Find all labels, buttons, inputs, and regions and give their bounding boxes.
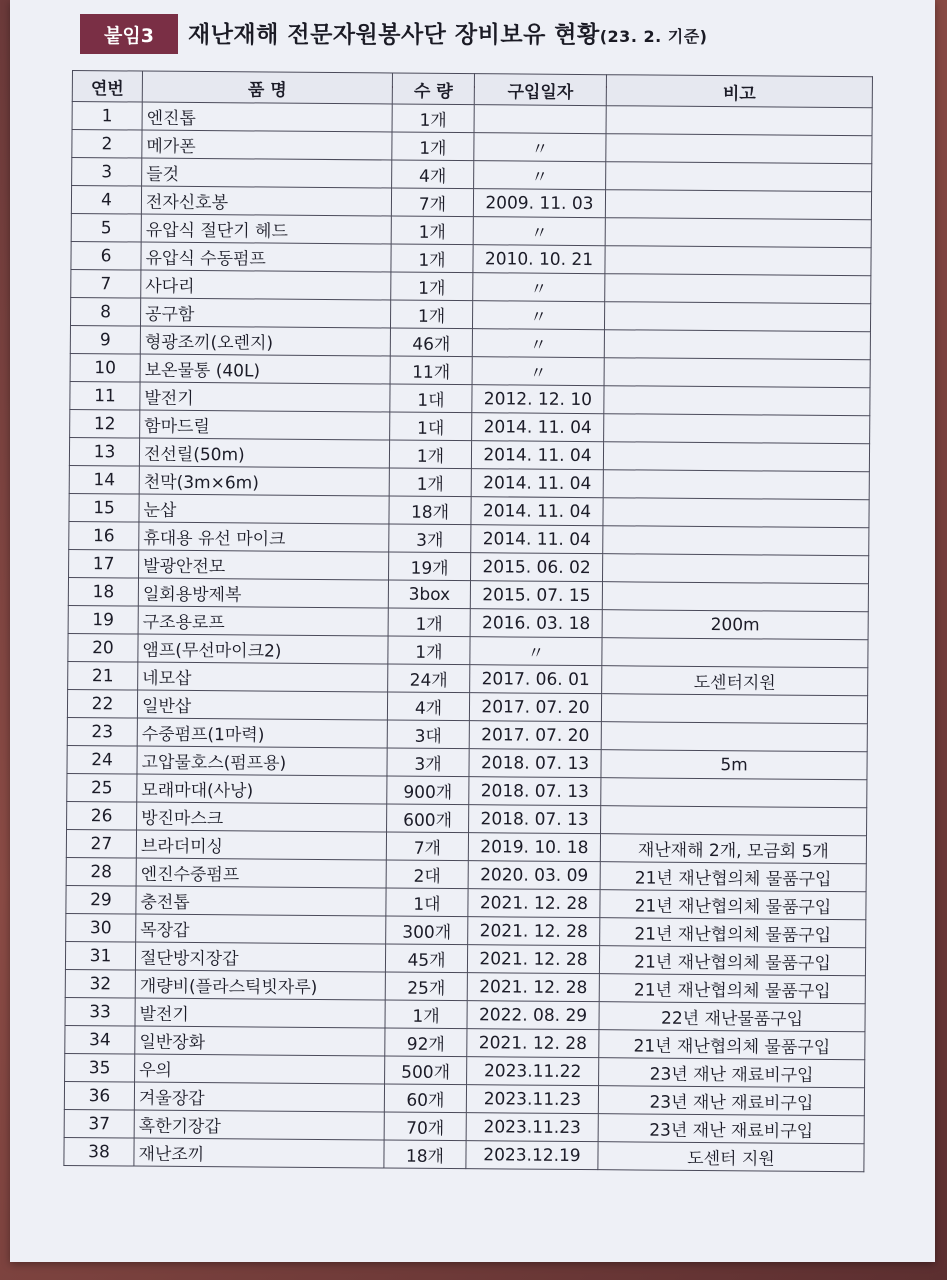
cell-qty: 7개 — [386, 832, 468, 861]
header-date: 구입일자 — [474, 74, 606, 106]
cell-note — [604, 330, 870, 360]
cell-date: 2017. 06. 01 — [470, 665, 602, 694]
cell-name: 엔진수중펌프 — [136, 858, 386, 888]
cell-no: 24 — [67, 745, 137, 774]
cell-no: 19 — [68, 605, 138, 634]
cell-date: 2014. 11. 04 — [472, 413, 604, 442]
cell-no: 29 — [66, 885, 136, 914]
cell-note: 21년 재난협의체 물품구입 — [599, 1030, 865, 1060]
cell-qty: 500개 — [385, 1056, 467, 1085]
cell-date: 2017. 07. 20 — [469, 721, 601, 750]
cell-date: 〃 — [472, 301, 604, 330]
cell-no: 6 — [71, 241, 141, 270]
cell-no: 38 — [64, 1137, 134, 1166]
cell-date: 2021. 12. 28 — [468, 889, 600, 918]
cell-no: 7 — [71, 269, 141, 298]
cell-no: 15 — [69, 493, 139, 522]
cell-date: 2016. 03. 18 — [470, 609, 602, 638]
cell-note — [604, 414, 870, 444]
cell-note — [606, 106, 872, 136]
equipment-table — [63, 70, 873, 1172]
cell-no: 17 — [69, 549, 139, 578]
cell-note — [605, 218, 871, 248]
cell-name: 일반장화 — [135, 1026, 385, 1056]
cell-date: 〃 — [473, 217, 605, 246]
cell-qty: 70개 — [384, 1112, 466, 1141]
cell-qty: 24개 — [388, 664, 470, 693]
cell-qty: 25개 — [385, 972, 467, 1001]
cell-date: 2010. 10. 21 — [473, 245, 605, 274]
cell-name: 보온물통 (40L) — [140, 354, 390, 384]
cell-no: 27 — [66, 829, 136, 858]
cell-date: 2018. 07. 13 — [469, 749, 601, 778]
cell-date: 2019. 10. 18 — [468, 833, 600, 862]
cell-note — [604, 358, 870, 388]
cell-name: 고압물호스(펌프용) — [137, 746, 387, 776]
cell-no: 36 — [64, 1081, 134, 1110]
cell-note — [601, 722, 867, 752]
cell-note: 5m — [601, 750, 867, 780]
cell-no: 32 — [65, 969, 135, 998]
header-qty: 수 량 — [392, 73, 474, 105]
cell-no: 4 — [71, 186, 141, 215]
cell-name: 천막(3m×6m) — [139, 466, 389, 496]
cell-name: 휴대용 유선 마이크 — [139, 522, 389, 552]
cell-date: 〃 — [470, 637, 602, 666]
cell-note — [606, 162, 872, 192]
cell-qty: 1개 — [388, 608, 470, 637]
cell-name: 혹한기장갑 — [134, 1110, 384, 1140]
cell-name: 전자신호봉 — [141, 186, 391, 216]
cell-date: 〃 — [473, 273, 605, 302]
cell-qty: 11개 — [390, 356, 472, 385]
cell-name: 눈삽 — [139, 494, 389, 524]
cell-name: 일회용방제복 — [138, 578, 388, 608]
cell-name: 개량비(플라스틱빗자루) — [135, 970, 385, 1000]
cell-date: 2012. 12. 10 — [472, 385, 604, 414]
cell-qty: 4개 — [387, 692, 469, 721]
cell-date: 2009. 11. 03 — [473, 189, 605, 218]
cell-note — [603, 498, 869, 528]
cell-qty: 1개 — [391, 272, 473, 301]
cell-no: 16 — [69, 521, 139, 550]
cell-no: 11 — [70, 381, 140, 410]
cell-no: 1 — [72, 102, 142, 131]
cell-name: 발전기 — [140, 382, 390, 412]
cell-note — [601, 806, 867, 836]
cell-date: 2023.12.19 — [466, 1141, 598, 1170]
cell-name: 재난조끼 — [134, 1138, 384, 1168]
cell-qty: 1대 — [390, 384, 472, 413]
cell-qty: 1대 — [390, 412, 472, 441]
cell-date — [474, 105, 606, 134]
cell-date: 2015. 06. 02 — [471, 553, 603, 582]
header-name: 품 명 — [142, 71, 392, 104]
cell-date: 〃 — [474, 133, 606, 162]
cell-note: 도센터지원 — [602, 666, 868, 696]
attachment-badge: 붙임3 — [80, 14, 178, 54]
cell-no: 25 — [67, 773, 137, 802]
cell-qty: 4개 — [392, 160, 474, 189]
cell-date: 2014. 11. 04 — [471, 441, 603, 470]
cell-no: 8 — [70, 297, 140, 326]
cell-qty: 1대 — [386, 888, 468, 917]
cell-name: 구조용로프 — [138, 606, 388, 636]
cell-note — [605, 246, 871, 276]
cell-name: 엔진톱 — [142, 102, 392, 132]
cell-note: 21년 재난협의체 물품구입 — [600, 862, 866, 892]
cell-qty: 1개 — [390, 300, 472, 329]
cell-no: 30 — [66, 913, 136, 942]
cell-no: 21 — [68, 661, 138, 690]
cell-qty: 18개 — [389, 496, 471, 525]
cell-qty: 1개 — [389, 440, 471, 469]
cell-date: 2023.11.23 — [466, 1085, 598, 1114]
cell-name: 수중펌프(1마력) — [137, 718, 387, 748]
cell-date: 2020. 03. 09 — [468, 861, 600, 890]
cell-no: 13 — [69, 437, 139, 466]
document-sheet — [10, 0, 935, 1262]
cell-name: 전선릴(50m) — [139, 438, 389, 468]
cell-qty: 900개 — [387, 776, 469, 805]
title-date-note: (23. 2. 기준) — [599, 27, 708, 46]
cell-note: 재난재해 2개, 모금회 5개 — [600, 834, 866, 864]
cell-qty: 1개 — [385, 1000, 467, 1029]
cell-note — [604, 386, 870, 416]
cell-qty: 1개 — [388, 636, 470, 665]
cell-note — [605, 274, 871, 304]
cell-note: 21년 재난협의체 물품구입 — [599, 974, 865, 1004]
cell-qty: 1개 — [392, 104, 474, 133]
cell-date: 2014. 11. 04 — [471, 497, 603, 526]
cell-name: 충전톱 — [136, 886, 386, 916]
cell-note — [602, 638, 868, 668]
cell-date: 2021. 12. 28 — [467, 973, 599, 1002]
cell-name: 메가폰 — [142, 130, 392, 160]
cell-qty: 3개 — [389, 524, 471, 553]
cell-date: 2018. 07. 13 — [469, 777, 601, 806]
cell-name: 유압식 수동펌프 — [141, 242, 391, 272]
cell-note: 22년 재난물품구입 — [599, 1002, 865, 1032]
cell-date: 2022. 08. 29 — [467, 1001, 599, 1030]
cell-qty: 92개 — [385, 1028, 467, 1057]
cell-note — [606, 134, 872, 164]
cell-qty: 3개 — [387, 748, 469, 777]
cell-no: 31 — [65, 941, 135, 970]
cell-name: 우의 — [135, 1054, 385, 1084]
cell-qty: 7개 — [391, 188, 473, 217]
cell-qty: 18개 — [384, 1140, 466, 1169]
cell-qty: 2대 — [386, 860, 468, 889]
cell-note — [603, 526, 869, 556]
cell-note — [603, 470, 869, 500]
cell-name: 발광안전모 — [139, 550, 389, 580]
cell-date: 2017. 07. 20 — [469, 693, 601, 722]
cell-no: 5 — [71, 213, 141, 242]
table-body — [64, 102, 872, 1172]
cell-name: 들것 — [142, 158, 392, 188]
cell-note — [603, 442, 869, 472]
cell-name: 네모삽 — [138, 662, 388, 692]
cell-no: 20 — [68, 633, 138, 662]
cell-note — [602, 554, 868, 584]
cell-no: 10 — [70, 353, 140, 382]
cell-note: 도센터 지원 — [598, 1142, 864, 1172]
cell-name: 방진마스크 — [137, 802, 387, 832]
cell-date: 〃 — [472, 329, 604, 358]
cell-name: 모래마대(사낭) — [137, 774, 387, 804]
cell-name: 브라더미싱 — [136, 830, 386, 860]
cell-qty: 3box — [388, 580, 470, 609]
cell-note: 21년 재난협의체 물품구입 — [599, 946, 865, 976]
cell-name: 함마드릴 — [140, 410, 390, 440]
cell-date: 〃 — [472, 357, 604, 386]
cell-note — [602, 582, 868, 612]
cell-note: 23년 재난 재료비구입 — [598, 1114, 864, 1144]
cell-name: 공구함 — [140, 298, 390, 328]
cell-date: 2014. 11. 04 — [471, 525, 603, 554]
cell-name: 유압식 절단기 헤드 — [141, 214, 391, 244]
cell-qty: 1개 — [391, 244, 473, 273]
cell-no: 2 — [72, 130, 142, 159]
cell-name: 일반삽 — [137, 690, 387, 720]
cell-name: 목장갑 — [136, 914, 386, 944]
cell-date: 2014. 11. 04 — [471, 469, 603, 498]
cell-qty: 46개 — [390, 328, 472, 357]
cell-name: 사다리 — [141, 270, 391, 300]
cell-qty: 300개 — [386, 916, 468, 945]
cell-date: 2021. 12. 28 — [468, 917, 600, 946]
cell-qty: 3대 — [387, 720, 469, 749]
cell-no: 18 — [68, 577, 138, 606]
cell-name: 발전기 — [135, 998, 385, 1028]
cell-name: 앰프(무선마이크2) — [138, 634, 388, 664]
cell-qty: 1개 — [389, 468, 471, 497]
table-row — [64, 1137, 864, 1171]
cell-no: 37 — [64, 1109, 134, 1138]
cell-qty: 1개 — [392, 132, 474, 161]
cell-date: 2021. 12. 28 — [467, 1029, 599, 1058]
cell-note: 200m — [602, 610, 868, 640]
cell-no: 9 — [70, 325, 140, 354]
header-no: 연번 — [72, 71, 142, 103]
cell-no: 33 — [65, 997, 135, 1026]
cell-qty: 600개 — [387, 804, 469, 833]
document-title — [188, 16, 707, 49]
cell-qty: 60개 — [384, 1084, 466, 1113]
cell-note — [601, 694, 867, 724]
cell-date: 2018. 07. 13 — [469, 805, 601, 834]
cell-no: 3 — [72, 158, 142, 187]
cell-no: 14 — [69, 465, 139, 494]
cell-no: 35 — [65, 1053, 135, 1082]
cell-note — [605, 190, 871, 220]
cell-name: 절단방지장갑 — [135, 942, 385, 972]
cell-no: 28 — [66, 857, 136, 886]
cell-qty: 1개 — [391, 216, 473, 245]
cell-name: 형광조끼(오렌지) — [140, 326, 390, 356]
title-text: 재난재해 전문자원봉사단 장비보유 현황 — [188, 22, 600, 48]
cell-note — [601, 778, 867, 808]
cell-no: 26 — [67, 801, 137, 830]
cell-date: 2021. 12. 28 — [467, 945, 599, 974]
cell-note — [604, 302, 870, 332]
cell-note: 21년 재난협의체 물품구입 — [600, 890, 866, 920]
header-note: 비고 — [606, 75, 872, 108]
cell-no: 12 — [70, 409, 140, 438]
cell-name: 겨울장갑 — [134, 1082, 384, 1112]
cell-qty: 19개 — [389, 552, 471, 581]
cell-note: 23년 재난 재료비구입 — [598, 1086, 864, 1116]
cell-no: 23 — [67, 717, 137, 746]
cell-no: 22 — [67, 689, 137, 718]
cell-no: 34 — [65, 1025, 135, 1054]
cell-date: 2023.11.22 — [467, 1057, 599, 1086]
cell-note: 21년 재난협의체 물품구입 — [600, 918, 866, 948]
cell-date: 〃 — [474, 161, 606, 190]
cell-date: 2015. 07. 15 — [470, 581, 602, 610]
cell-qty: 45개 — [385, 944, 467, 973]
cell-note: 23년 재난 재료비구입 — [599, 1058, 865, 1088]
cell-date: 2023.11.23 — [466, 1113, 598, 1142]
